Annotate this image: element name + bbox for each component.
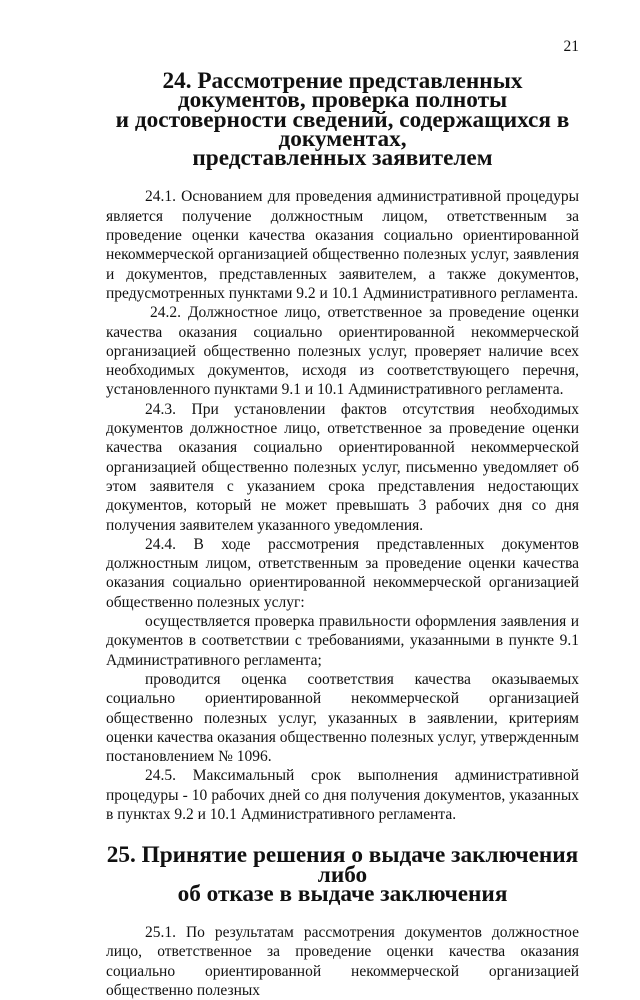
section-25-heading-line-2: об отказе в выдаче заключения	[177, 880, 508, 907]
section-24-heading-line-1: 24. Рассмотрение представленных документов, проверка полноты	[162, 68, 523, 114]
paragraph-24-1: 24.1. Основанием для проведения административной процедуры является получение должностным лицом, ответственным за проведение оценки качества оказания социально ориентированной некоммерческой организацией общественно полезных услуг, заявления и документов, представленных заявителем, а также документов, предусмотренных пунктами 9.2 и 10.1 Административного регламента.	[106, 188, 579, 302]
paragraph-24-3: 24.3. При установлении фактов отсутствия необходимых документов должностное лицо, ответственное за проведение оценки качества оказания социально ориентированной некоммерческой организацией общественно полезных услуг, письменно уведомляет об этом заявителя с указанием срока представления недостающих документов, который не может превышать 3 рабочих дня со дня получения заявителем указанного уведомления.	[106, 400, 579, 534]
paragraph-24-4-item-1: осуществляется проверка правильности оформления заявления и документов в соответствии с требованиями, указанными в пункте 9.1 Административного регламента;	[106, 613, 579, 669]
paragraph-24-5: 24.5. Максимальный срок выполнения административной процедуры - 10 рабочих дней со дня получения документов, указанных в пунктах 9.2 и 10.1 Административного регламента.	[106, 767, 579, 823]
page-number: 21	[563, 38, 579, 55]
section-24-heading-line-2: и достоверности сведений, содержащихся в документах,	[115, 106, 570, 152]
section-25-heading-line-1: 25. Принятие решения о выдаче заключения либо	[106, 842, 579, 888]
paragraph-24-2: 24.2. Должностное лицо, ответственное за проведение оценки качества оказания социально ориентированной некоммерческой организацией общественно полезных услуг, проверяет наличие всех необходимых документов, исходя из соответствующего перечня, установленного пунктами 9.1 и 10.1 Административного регламента.	[106, 304, 579, 399]
paragraph-24-4: 24.4. В ходе рассмотрения представленных документов должностным лицом, ответственным за проведение оценки качества оказания социально ориентированной некоммерческой организацией общественно полезных услуг:	[106, 535, 579, 611]
section-24-heading	[106, 68, 579, 172]
section-25-heading	[106, 842, 579, 907]
page-content	[106, 68, 579, 1000]
paragraph-25-1: 25.1. По результатам рассмотрения документов должностное лицо, ответственное за проведение оценки качества оказания социально ориентированной некоммерческой организацией общественно полезных	[106, 924, 579, 1000]
section-24-heading-line-3: представленных заявителем	[192, 145, 493, 172]
paragraph-24-4-item-2: проводится оценка соответствия качества оказываемых социально ориентированной некоммерческой организацией общественно полезных услуг, указанных в заявлении, критериям оценки качества оказания общественно полезных услуг, утвержденным постановлением № 1096.	[106, 670, 579, 766]
